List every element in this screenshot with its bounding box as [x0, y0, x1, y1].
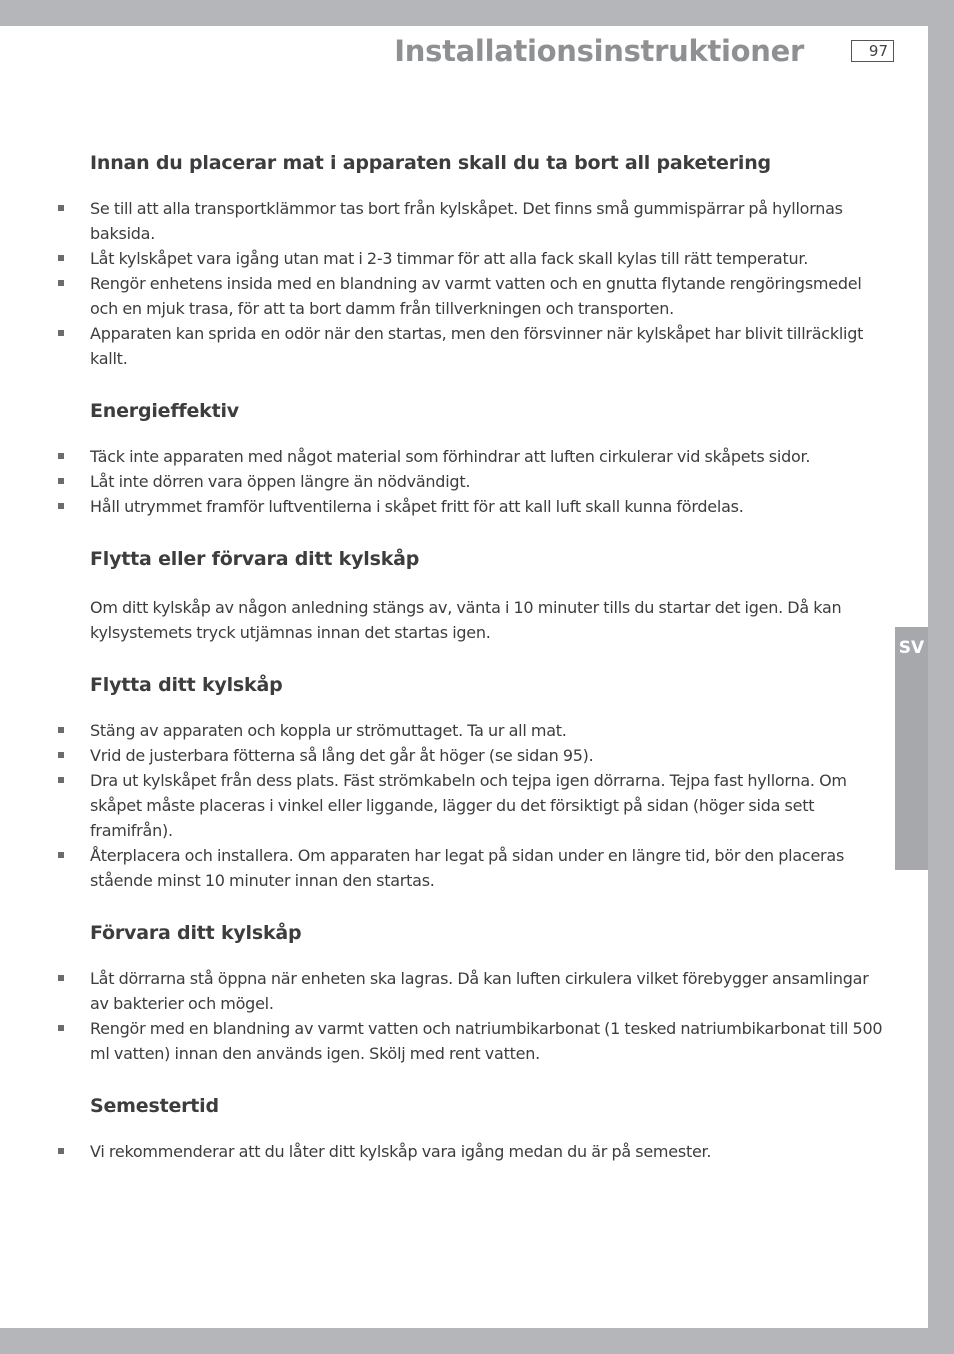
list-item: Återplacera och installera. Om apparaten har legat på sidan under en längre tid, bör den placeras stående minst 10 minuter innan den startas. — [90, 843, 890, 893]
language-tab-label: SV — [898, 638, 925, 658]
page-content — [90, 152, 890, 1193]
list-item: Låt dörrarna stå öppna när enheten ska lagras. Då kan luften cirkulera vilket förebygger ansamlingar av bakterier och mögel. — [90, 966, 890, 1016]
bullet-list — [90, 718, 890, 893]
list-item: Rengör enhetens insida med en blandning av varmt vatten och en gnutta flytande rengöringsmedel och en mjuk trasa, för att ta bort damm från tillverkningen och transporten. — [90, 271, 890, 321]
list-item: Vi rekommenderar att du låter ditt kylskåp vara igång medan du är på semester. — [90, 1139, 890, 1164]
list-item: Håll utrymmet framför luftventilerna i skåpet fritt för att kall luft skall kunna fördelas. — [90, 494, 890, 519]
section-heading: Semestertid — [90, 1095, 219, 1117]
list-item: Vrid de justerbara fötterna så lång det går åt höger (se sidan 95). — [90, 743, 890, 768]
section-heading: Energieffektiv — [90, 400, 239, 422]
section-heading: Flytta eller förvara ditt kylskåp — [90, 548, 420, 570]
section-heading: Förvara ditt kylskåp — [90, 922, 302, 944]
section-packaging — [90, 152, 890, 371]
bullet-list — [90, 196, 890, 371]
list-item: Apparaten kan sprida en odör när den startas, men den försvinner när kylskåpet har blivit tillräckligt kallt. — [90, 321, 890, 371]
section-paragraph: Om ditt kylskåp av någon anledning stängs av, vänta i 10 minuter tills du startar det igen. Då kan kylsystemets tryck utjämnas innan det startas igen. — [90, 598, 842, 642]
page-title: Installationsinstruktioner — [394, 34, 804, 68]
section-store — [90, 922, 890, 1066]
document-page — [0, 26, 928, 1328]
list-item: Dra ut kylskåpet från dess plats. Fäst strömkabeln och tejpa igen dörrarna. Tejpa fast hyllorna. Om skåpet måste placeras i vinkel eller liggande, lägger du det försiktigt på sidan (höger sida sett framifrån). — [90, 768, 890, 843]
bullet-list — [90, 444, 890, 519]
list-item: Låt inte dörren vara öppen längre än nödvändigt. — [90, 469, 890, 494]
page-number: 97 — [851, 40, 894, 62]
section-energy — [90, 400, 890, 519]
bullet-list — [90, 1139, 890, 1164]
bullet-list — [90, 966, 890, 1066]
list-item: Stäng av apparaten och koppla ur strömuttaget. Ta ur all mat. — [90, 718, 890, 743]
section-move — [90, 674, 890, 893]
section-vacation — [90, 1095, 890, 1164]
section-heading: Innan du placerar mat i apparaten skall du ta bort all paketering — [90, 152, 771, 174]
list-item: Låt kylskåpet vara igång utan mat i 2-3 timmar för att alla fack skall kylas till rätt temperatur. — [90, 246, 890, 271]
list-item: Se till att alla transportklämmor tas bort från kylskåpet. Det finns små gummispärrar på hyllornas baksida. — [90, 196, 890, 246]
list-item: Täck inte apparaten med något material som förhindrar att luften cirkulerar vid skåpets sidor. — [90, 444, 890, 469]
list-item: Rengör med en blandning av varmt vatten och natriumbikarbonat (1 tesked natriumbikarbonat till 500 ml vatten) innan den används igen. Skölj med rent vatten. — [90, 1016, 890, 1066]
section-heading: Flytta ditt kylskåp — [90, 674, 283, 696]
section-move-or-store — [90, 548, 890, 645]
language-tab — [895, 627, 928, 870]
